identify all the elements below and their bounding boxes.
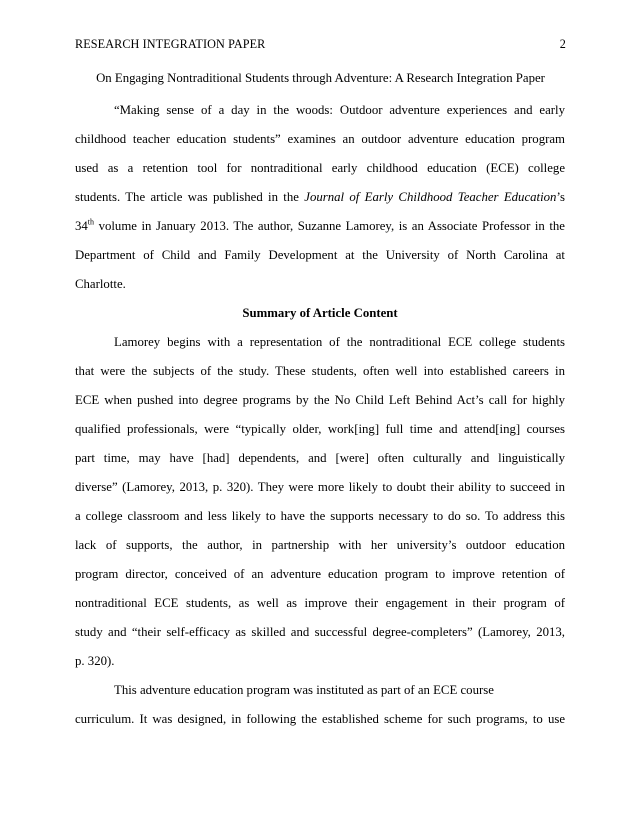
running-head: RESEARCH INTEGRATION PAPER bbox=[75, 37, 266, 51]
para2-line-9: program director, conceived of an adventure education program to improve retention of bbox=[75, 567, 565, 581]
paper-title: On Engaging Nontraditional Students through Adventure: A Research Integration Paper bbox=[96, 71, 545, 85]
para2-line-2: that were the subjects of the study. These students, often well into established careers in bbox=[75, 364, 565, 378]
para1-line-3: used as a retention tool for nontraditional early childhood education (ECE) college bbox=[75, 161, 565, 175]
para2-line-8: lack of supports, the author, in partnership with her university’s outdoor education bbox=[75, 538, 565, 552]
para1-line-7: Charlotte. bbox=[75, 277, 126, 291]
para2-line-1: Lamorey begins with a representation of the nontraditional ECE college students bbox=[114, 335, 565, 349]
para2-line-6: diverse” (Lamorey, 2013, p. 320). They were more likely to doubt their ability to succeed in bbox=[75, 480, 565, 494]
page-number: 2 bbox=[559, 37, 566, 51]
para2-line-12: p. 320). bbox=[75, 654, 115, 668]
journal-title: Journal of Early Childhood Teacher Education bbox=[304, 190, 557, 204]
section-heading: Summary of Article Content bbox=[242, 306, 398, 320]
document-body bbox=[75, 96, 565, 734]
para1-line-1: “Making sense of a day in the woods: Outdoor adventure experiences and early bbox=[114, 103, 565, 117]
para3-line-1: This adventure education program was instituted as part of an ECE course bbox=[114, 683, 494, 697]
para1-line-5-rest: volume in January 2013. The author, Suzanne Lamorey, is an Associate Professor in the bbox=[94, 219, 565, 233]
para2-line-10: nontraditional ECE students, as well as improve their engagement in their program of bbox=[75, 596, 565, 610]
para1-line-5 bbox=[75, 212, 565, 241]
para2-line-11: study and “their self-efficacy as skilled and successful degree-completers” (Lamorey, 2013, bbox=[75, 625, 565, 639]
para1-line-2: childhood teacher education students” examines an outdoor adventure education program bbox=[75, 132, 565, 146]
para2-line-4: qualified professionals, were “typically older, work[ing] full time and attend[ing] courses bbox=[75, 422, 565, 436]
volume-suffix: th bbox=[87, 217, 95, 227]
para3-line-2: curriculum. It was designed, in following the established scheme for such programs, to use bbox=[75, 712, 565, 726]
para1-line-4 bbox=[75, 183, 565, 212]
para1-line-4-pre: students. The article was published in the bbox=[75, 190, 305, 204]
volume-number: 34 bbox=[75, 219, 88, 233]
para2-line-3: ECE when pushed into degree programs by the No Child Left Behind Act’s call for highly bbox=[75, 393, 565, 407]
para1-line-4-post: ’s bbox=[556, 190, 565, 204]
para1-line-6: Department of Child and Family Development at the University of North Carolina at bbox=[75, 248, 565, 262]
para2-line-5: part time, may have [had] dependents, and [were] often culturally and linguistically bbox=[75, 451, 565, 465]
page-header bbox=[75, 37, 566, 52]
para2-line-7: a college classroom and less likely to have the supports necessary to do so. To address this bbox=[75, 509, 565, 523]
